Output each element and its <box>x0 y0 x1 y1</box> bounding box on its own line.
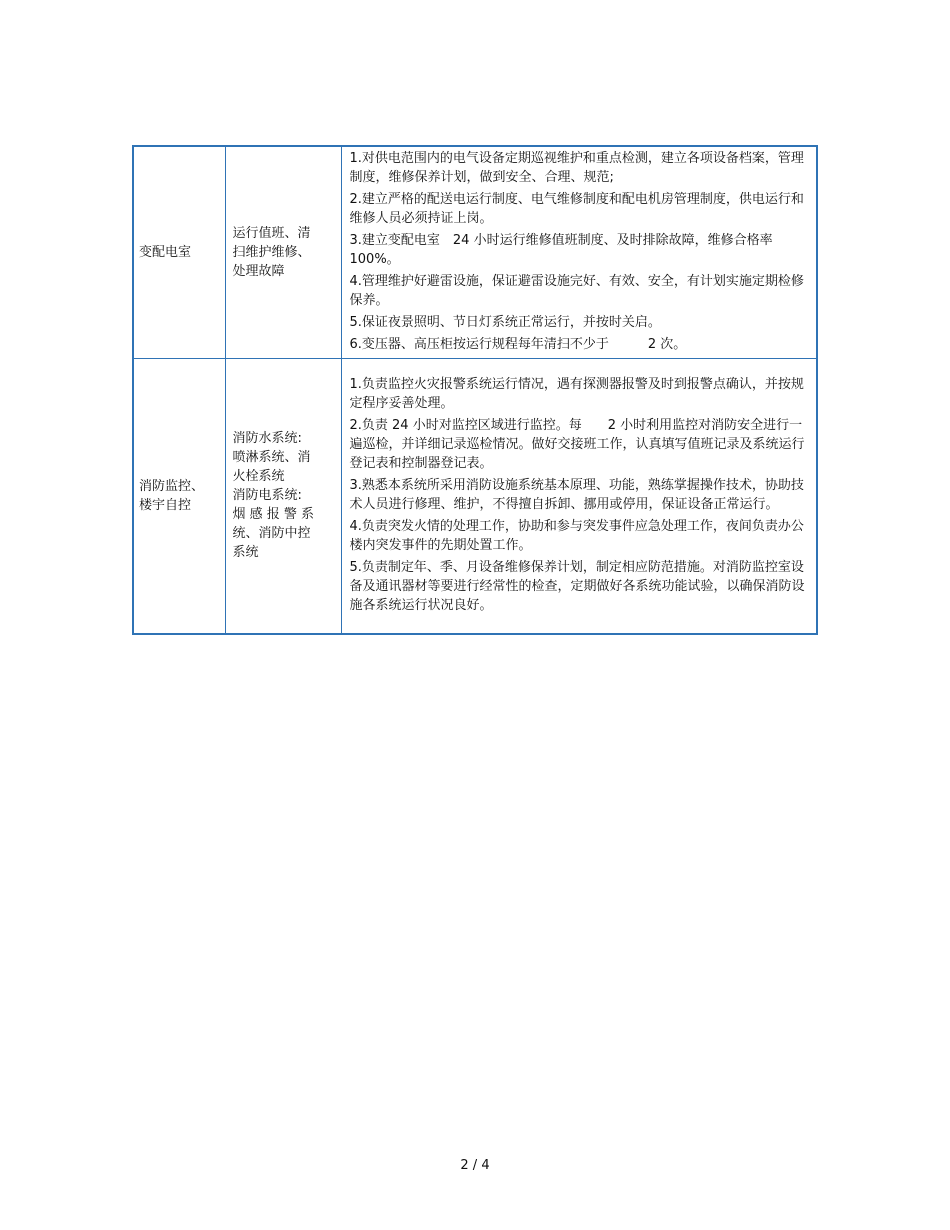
scope-line: 统、消防中控 <box>232 526 311 542</box>
duty-item: 2.负责 24 小时对监控区域进行监控。每 2 小时利用监控对消防安全进行一遍巡检，并详细记录巡检情况。做好交接班工作，认真填写值班记录及系统运行登记表和控制器登记表。 <box>349 418 805 472</box>
scope-line: 扫维护维修、 <box>232 244 311 260</box>
scope-line: 喷淋系统、消 <box>232 450 311 466</box>
scope-line: 消防水系统: <box>232 431 302 447</box>
system-name: 楼宇自控 <box>139 497 192 513</box>
scope-line: 烟 感 报 警 系 <box>232 507 315 523</box>
duty-item: 3.建立变配电室 24 小时运行维修值班制度、及时排除故障，维修合格率 100%。 <box>349 233 773 268</box>
scope-line: 消防电系统: <box>232 488 302 504</box>
duty-item: 6.变压器、高压柜按运行规程每年清扫不少于 2 次。 <box>349 337 687 353</box>
duties-cell <box>341 146 817 358</box>
duty-item: 1.负责监控火灾报警系统运行情况，遇有探测器报警及时到报警点确认，并按规定程序妥善处理。 <box>349 377 804 412</box>
scope-cell <box>225 358 341 634</box>
duty-item: 5.保证夜景照明、节日灯系统正常运行，并按时关启。 <box>349 315 661 331</box>
duty-item: 3.熟悉本系统所采用消防设施系统基本原理、功能，熟练掌握操作技术，协助技术人员进行修理、维护，不得擅自拆卸、挪用或停用，保证设备正常运行。 <box>349 478 804 513</box>
duty-item: 5.负责制定年、季、月设备维修保养计划，制定相应防范措施。对消防监控室设备及通讯器材等要进行经常性的检查，定期做好各系统功能试验，以确保消防设施各系统运行状况良好。 <box>349 560 805 614</box>
duty-item: 4.管理维护好避雷设施，保证避雷设施完好、有效、安全，有计划实施定期检修保养。 <box>349 274 804 309</box>
scope-cell <box>225 146 341 358</box>
system-name: 变配电室 <box>139 244 192 260</box>
scope-line: 处理故障 <box>232 263 285 279</box>
duty-item: 2.建立严格的配送电运行制度、电气维修制度和配电机房管理制度，供电运行和维修人员必须持证上岗。 <box>349 192 804 227</box>
scope-line: 系统 <box>232 545 259 561</box>
duty-item: 4.负责突发火情的处理工作，协助和参与突发事件应急处理工作，夜间负责办公楼内突发事件的先期处置工作。 <box>349 519 804 554</box>
duty-item: 1.对供电范围内的电气设备定期巡视维护和重点检测，建立各项设备档案，管理制度，维修保养计划，做到安全、合理、规范; <box>349 151 804 186</box>
system-name-cell <box>133 358 225 634</box>
system-name-cell <box>133 146 225 358</box>
system-name: 消防监控、 <box>139 478 205 494</box>
scope-line: 运行值班、清 <box>232 225 311 241</box>
table-row <box>133 358 817 634</box>
scope-line: 火栓系统 <box>232 469 285 485</box>
duties-cell <box>341 358 817 634</box>
page-number: 2 / 4 <box>460 1158 490 1173</box>
duty-table <box>132 145 818 635</box>
table-row <box>133 146 817 358</box>
